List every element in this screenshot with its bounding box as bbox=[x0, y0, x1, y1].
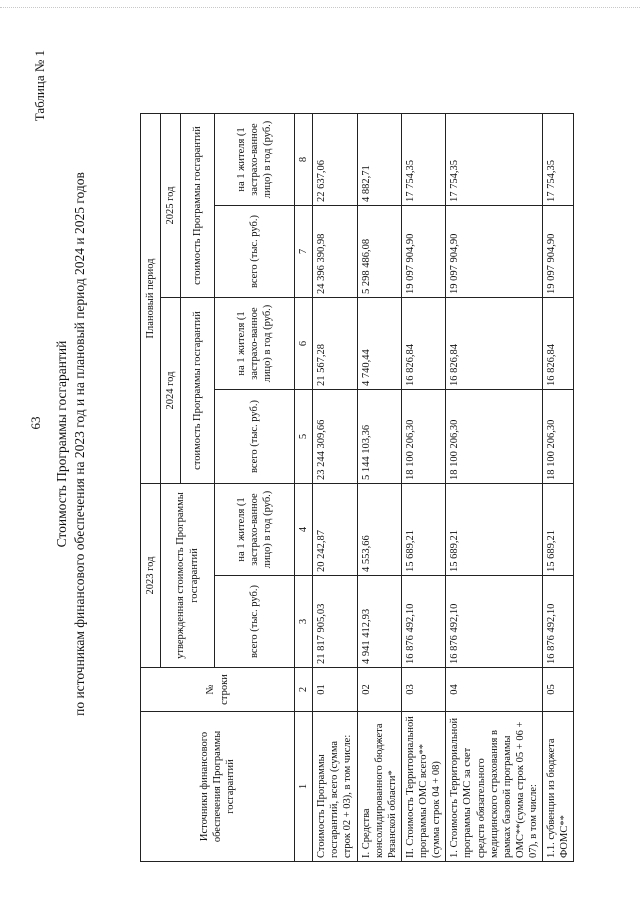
cell-per-capita-2025: 4 882,71 bbox=[357, 114, 401, 206]
header-total-2023: всего (тыс. руб.) bbox=[215, 576, 295, 668]
cell-total-2025: 5 298 486,08 bbox=[357, 206, 401, 298]
column-number-row bbox=[295, 114, 313, 862]
col-number: 5 bbox=[295, 390, 313, 484]
cell-per-capita-2025: 22 637,06 bbox=[313, 114, 357, 206]
cell-total-2024: 18 100 206,30 bbox=[543, 390, 574, 484]
col-number: 4 bbox=[295, 484, 313, 576]
cell-total-2025: 24 396 390,98 bbox=[313, 206, 357, 298]
header-source: Источники финансового обеспечения Программы госгарантий bbox=[141, 712, 295, 862]
row-number: 04 bbox=[446, 668, 543, 712]
row-number: 01 bbox=[313, 668, 357, 712]
cell-total-2024: 5 144 103,36 bbox=[357, 390, 401, 484]
cell-total-2023: 21 817 905,03 bbox=[313, 576, 357, 668]
header-total-2025: всего (тыс. руб.) bbox=[215, 206, 295, 298]
document-subtitle: по источникам финансового обеспечения на 2023 год и на плановый период 2024 и 2025 годов bbox=[72, 172, 87, 716]
cost-table bbox=[140, 113, 574, 862]
row-label: II. Стоимость Территориальной программы ОМС всего** (сумма строк 04 + 08) bbox=[401, 712, 445, 862]
row-number: 05 bbox=[543, 668, 574, 712]
col-number: 3 bbox=[295, 576, 313, 668]
header-planned-period: Плановый период bbox=[141, 114, 161, 484]
cell-total-2024: 18 100 206,30 bbox=[446, 390, 543, 484]
row-label: 1.1. субвенции из бюджета ФОМС** bbox=[543, 712, 574, 862]
col-number: 6 bbox=[295, 298, 313, 390]
header-year-2024: 2024 год bbox=[161, 298, 181, 484]
cell-per-capita-2023: 15 689,21 bbox=[401, 484, 445, 576]
cell-per-capita-2025: 17 754,35 bbox=[543, 114, 574, 206]
col-number: 7 bbox=[295, 206, 313, 298]
cell-per-capita-2024: 4 740,44 bbox=[357, 298, 401, 390]
cell-per-capita-2024: 16 826,84 bbox=[401, 298, 445, 390]
table-row bbox=[543, 114, 574, 862]
header-year-2023: 2023 год bbox=[141, 484, 161, 668]
cell-per-capita-2024: 21 567,28 bbox=[313, 298, 357, 390]
header-total-2024: всего (тыс. руб.) bbox=[215, 390, 295, 484]
cell-total-2023: 4 941 412,93 bbox=[357, 576, 401, 668]
cell-per-capita-2024: 16 826,84 bbox=[446, 298, 543, 390]
row-label: Стоимость Программы госгарантий, всего (сумма строк 02 + 03), в том числе: bbox=[313, 712, 357, 862]
page-number: 63 bbox=[28, 416, 43, 430]
cell-total-2024: 23 244 309,66 bbox=[313, 390, 357, 484]
header-per-capita-2024: на 1 жителя (1 застрахо-ванное лицо) в год (руб.) bbox=[215, 298, 295, 390]
cell-per-capita-2023: 15 689,21 bbox=[543, 484, 574, 576]
header-cost-2025: стоимость Программы госгарантий bbox=[181, 114, 215, 298]
header-per-capita-2025: на 1 жителя (1 застрахо-ванное лицо) в год (руб.) bbox=[215, 114, 295, 206]
header-year-2025: 2025 год bbox=[161, 114, 181, 298]
document-title: Стоимость Программы госгарантий bbox=[54, 340, 69, 548]
cell-per-capita-2025: 17 754,35 bbox=[401, 114, 445, 206]
col-number: 2 bbox=[295, 668, 313, 712]
col-number: 1 bbox=[295, 712, 313, 862]
cell-per-capita-2025: 17 754,35 bbox=[446, 114, 543, 206]
table-row bbox=[357, 114, 401, 862]
cell-per-capita-2024: 16 826,84 bbox=[543, 298, 574, 390]
row-label: I. Средства консолидированного бюджета Рязанской области* bbox=[357, 712, 401, 862]
cell-total-2023: 16 876 492,10 bbox=[401, 576, 445, 668]
cell-total-2025: 19 097 904,90 bbox=[543, 206, 574, 298]
header-per-capita-2023: на 1 жителя (1 застрахо-ванное лицо) в год (руб.) bbox=[215, 484, 295, 576]
header-approved-cost: утвержденная стоимость Программы госгарантий bbox=[161, 484, 215, 668]
header-cost-2024: стоимость Программы госгарантий bbox=[181, 298, 215, 484]
cell-total-2023: 16 876 492,10 bbox=[446, 576, 543, 668]
col-number: 8 bbox=[295, 114, 313, 206]
table-row bbox=[313, 114, 357, 862]
cell-per-capita-2023: 4 553,66 bbox=[357, 484, 401, 576]
cell-total-2025: 19 097 904,90 bbox=[446, 206, 543, 298]
cell-total-2024: 18 100 206,30 bbox=[401, 390, 445, 484]
cell-per-capita-2023: 15 689,21 bbox=[446, 484, 543, 576]
cell-total-2023: 16 876 492,10 bbox=[543, 576, 574, 668]
table-row bbox=[446, 114, 543, 862]
cell-total-2025: 19 097 904,90 bbox=[401, 206, 445, 298]
header-row-no: № строки bbox=[141, 668, 295, 712]
row-label: 1. Стоимость Территориальной программы ОМС за счет средств обязательного медицинского страхования в рамках базовой программы ОМС**(сумма строк 05 + 06 + 07), в том числе: bbox=[446, 712, 543, 862]
cell-per-capita-2023: 20 242,87 bbox=[313, 484, 357, 576]
row-number: 03 bbox=[401, 668, 445, 712]
table-number: Таблица № 1 bbox=[32, 50, 47, 122]
row-number: 02 bbox=[357, 668, 401, 712]
table-row bbox=[401, 114, 445, 862]
